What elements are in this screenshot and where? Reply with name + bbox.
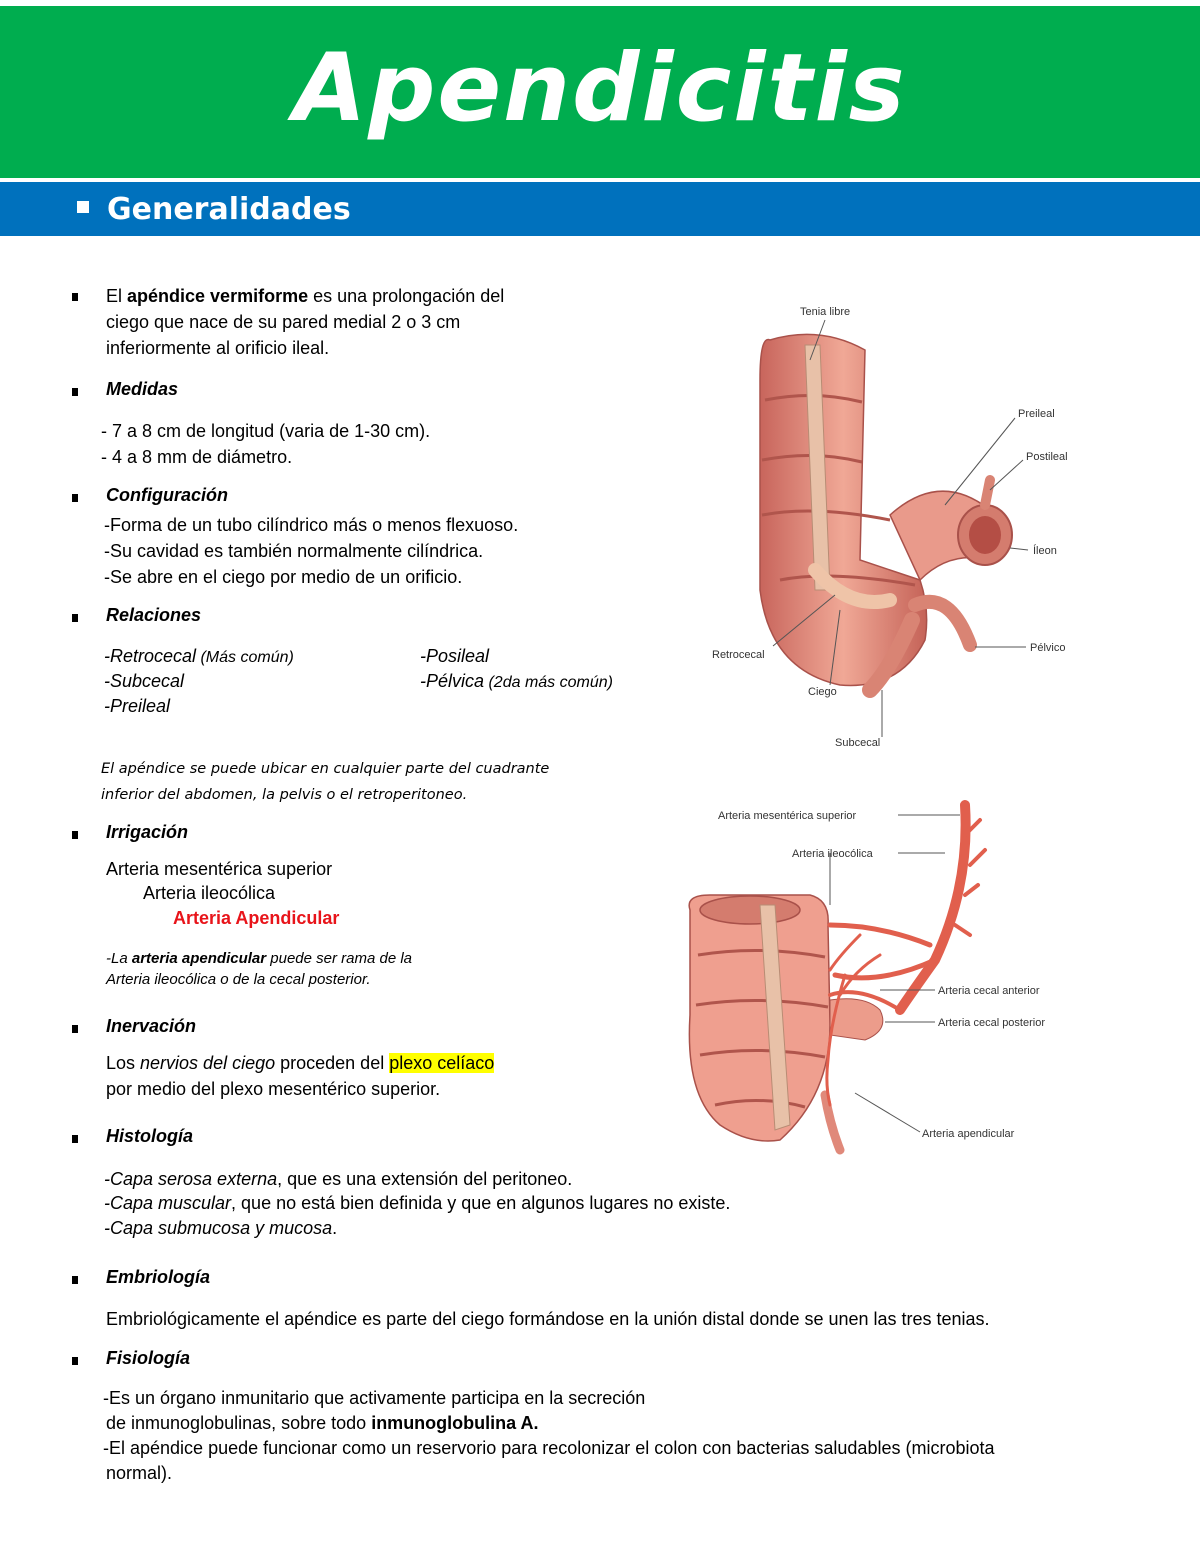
- embriologia-text: Embriológicamente el apéndice es parte del ciego formándose en la unión distal donde se unen las tres tenias.: [106, 1309, 990, 1329]
- intro-line1: El apéndice vermiforme es una prolongación del: [106, 286, 505, 306]
- square-bullet-icon: [77, 201, 89, 213]
- page-title: Apendicitis: [293, 33, 907, 143]
- configuracion-line: -Su cavidad es también normalmente cilíndrica.: [104, 541, 484, 561]
- highlight-plexo-celiaco: plexo celíaco: [389, 1053, 495, 1073]
- histologia-line: -Capa serosa externa, que es una extensión del peritoneo.: [104, 1169, 573, 1189]
- square-bullet-icon: [72, 388, 78, 396]
- relacion-item: -Posileal: [420, 646, 490, 666]
- label-postileal: Postileal: [1026, 451, 1068, 463]
- label-ciego: Ciego: [808, 686, 837, 698]
- medidas-line: - 7 a 8 cm de longitud (varia de 1-30 cm).: [101, 421, 431, 441]
- fisiologia-line: normal).: [106, 1463, 173, 1483]
- section-title: Generalidades: [107, 191, 351, 227]
- irrigacion-level2: Arteria ileocólica: [143, 883, 276, 903]
- square-bullet-icon: [72, 1357, 78, 1365]
- histologia-line: -Capa submucosa y mucosa.: [104, 1218, 338, 1238]
- inervacion-line1: Los nervios del ciego proceden del plexo celíaco: [106, 1053, 495, 1073]
- relacion-item: -Pélvica (2da más común): [420, 671, 613, 691]
- relacion-item: -Preileal: [104, 696, 171, 716]
- heading-relaciones: Relaciones: [106, 605, 202, 625]
- relacion-item: -Subcecal: [104, 671, 185, 691]
- heading-histologia: Histología: [106, 1126, 194, 1146]
- square-bullet-icon: [72, 831, 78, 839]
- square-bullet-icon: [72, 293, 78, 301]
- heading-irrigacion: Irrigación: [106, 822, 189, 842]
- irrigacion-note: -La arteria apendicular puede ser rama de la: [106, 950, 413, 967]
- appendix-positions-figure: [690, 290, 1090, 760]
- histologia-line: -Capa muscular, que no está bien definida y que en algunos lugares no existe.: [104, 1193, 731, 1213]
- label-subcecal: Subcecal: [835, 737, 881, 749]
- square-bullet-icon: [72, 1135, 78, 1143]
- cecum-illustration: [689, 895, 883, 1150]
- fisiologia-line: -El apéndice puede funcionar como un reservorio para recolonizar el colon con bacterias saludables (microbiota: [103, 1438, 995, 1458]
- label-tenia-libre: Tenia libre: [800, 306, 851, 318]
- intro-line2: ciego que nace de su pared medial 2 o 3 cm: [106, 312, 461, 332]
- ubicacion-note: inferior del abdomen, la pelvis o el retroperitoneo.: [101, 787, 468, 803]
- label-preileal: Preileal: [1018, 408, 1055, 420]
- heading-embriologia: Embriología: [106, 1267, 211, 1287]
- heading-medidas: Medidas: [106, 379, 179, 399]
- irrigacion-level3: Arteria Apendicular: [173, 908, 340, 928]
- intro-bold-term: apéndice vermiforme: [127, 286, 309, 306]
- intro-line3: inferiormente al orificio ileal.: [106, 338, 330, 358]
- label-arteria-cecal-anterior: Arteria cecal anterior: [938, 985, 1040, 997]
- label-ileon: Íleon: [1033, 545, 1057, 557]
- section-bar: [0, 182, 1200, 236]
- inervacion-line2: por medio del plexo mesentérico superior.: [106, 1079, 441, 1099]
- irrigacion-note: Arteria ileocólica o de la cecal posterior.: [106, 971, 371, 988]
- label-pelvico: Pélvico: [1030, 642, 1066, 654]
- configuracion-line: -Se abre en el ciego por medio de un orificio.: [104, 567, 463, 587]
- arterial-supply-figure: [680, 795, 1080, 1155]
- heading-configuracion: Configuración: [106, 485, 228, 505]
- square-bullet-icon: [72, 1276, 78, 1284]
- fisiologia-line: -Es un órgano inmunitario que activamente participa en la secreción: [103, 1388, 646, 1408]
- fisiologia-line: de inmunoglobulinas, sobre todo inmunoglobulina A.: [106, 1413, 539, 1433]
- label-arteria-apendicular: Arteria apendicular: [922, 1128, 1015, 1140]
- heading-inervacion: Inervación: [106, 1016, 197, 1036]
- medidas-line: - 4 a 8 mm de diámetro.: [101, 447, 293, 467]
- configuracion-line: -Forma de un tubo cilíndrico más o menos flexuoso.: [104, 515, 519, 535]
- relacion-item: -Retrocecal (Más común): [104, 646, 294, 666]
- label-arteria-mesenterica-superior: Arteria mesentérica superior: [718, 810, 857, 822]
- label-retrocecal: Retrocecal: [712, 649, 765, 661]
- ubicacion-note: El apéndice se puede ubicar en cualquier parte del cuadrante: [101, 761, 550, 777]
- square-bullet-icon: [72, 1025, 78, 1033]
- colon-illustration: [760, 334, 1012, 690]
- irrigacion-level1: Arteria mesentérica superior: [106, 859, 333, 879]
- label-arteria-ileocolica: Arteria ileocólica: [792, 848, 873, 860]
- square-bullet-icon: [72, 614, 78, 622]
- label-arteria-cecal-posterior: Arteria cecal posterior: [938, 1017, 1045, 1029]
- square-bullet-icon: [72, 494, 78, 502]
- title-banner: [0, 6, 1200, 178]
- heading-fisiologia: Fisiología: [106, 1348, 191, 1368]
